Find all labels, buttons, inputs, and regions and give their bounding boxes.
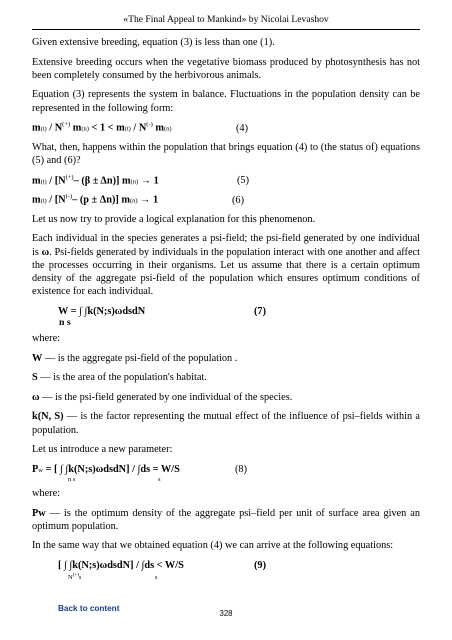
paragraph: Let us now try to provide a logical explanation for this phenomenon. [32, 213, 316, 225]
equation-5: m(t) / [N(+)– (β ± Δn)] m(n) → 1 (5) [32, 173, 250, 187]
header-rule [32, 29, 420, 30]
equation-number: (8) [235, 463, 248, 475]
equation-6: m(t) / [N(-)– (p ± Δn)] m(n) → 1 (6) [32, 193, 245, 206]
where-label: where: [32, 488, 61, 500]
definition-k: k(N, S) — is the factor representing the mutual effect of the influence of psi–fields within a population. [32, 411, 420, 436]
equation-4: m(t) / N(+) m(n) < 1 < m(t) / N(-) m(n) (4) [32, 121, 249, 134]
definition-omega: ω — is the psi-field generated by one individual of the species. [32, 391, 293, 403]
paragraph: In the same way that we obtained equation (4) we can arrive at the following equations: [32, 540, 394, 552]
equation-7: W = ∫ ∫k(N;s)ωdsdN (7) n s [58, 305, 267, 329]
equation-number: (6) [232, 194, 245, 206]
equation-number: (4) [236, 122, 249, 134]
paragraph: Given extensive breeding, equation (3) is less than one (1). [32, 37, 275, 48]
document-body [32, 36, 420, 588]
equation-9: [ ∫ ∫k(N;s)ωdsdN] / ∫ds < W/S (9) N(+)s s [58, 560, 267, 582]
paragraph: What, then, happens within the population that brings equation (4) to (the status of) equations (5) and (6)? [32, 141, 420, 167]
definition-pw: Pw — is the optimum density of the aggregate psi–field per unit of surface area given an optimum population. [32, 507, 420, 532]
equation-8: Pw = [ ∫ ∫k(N;s)ωdsdN] / ∫ds = W/S (8) n s s [32, 463, 248, 484]
paragraph: Equation (3) represents the system in balance. Fluctuations in the population density can be represented in the following form: [32, 89, 420, 114]
paragraph: Let us introduce a new parameter: [32, 444, 173, 456]
equation-number: (5) [237, 175, 250, 187]
page-number: 328 [219, 609, 233, 618]
definition-s: S — is the area of the population's habitat. [32, 372, 207, 384]
omega-symbol: ω [41, 246, 50, 258]
paragraph: Each individual in the species generates a psi-field; the psi-field generated by one individual is ω. Psi-fields generated by individuals in the population interact with one another and affect the processes occurring in their organisms. Let us assume that there is a certain optimum density of the aggregate psi-field of the population which ensures optimum conditions of existence for each individual. [32, 233, 420, 298]
definition-w: W — is the aggregate psi-field of the population . [32, 352, 238, 364]
back-to-content-link[interactable]: Back to content [58, 604, 120, 613]
equation-number: (7) [254, 305, 267, 317]
running-header: «The Final Appeal to Mankind» by Nicolai Levashov [123, 14, 329, 25]
equation-number: (9) [254, 560, 267, 572]
where-label: where: [32, 333, 61, 345]
paragraph: Extensive breeding occurs when the vegetative biomass produced by photosynthesis has not been completely consumed by the herbivorous animals. [32, 56, 420, 81]
